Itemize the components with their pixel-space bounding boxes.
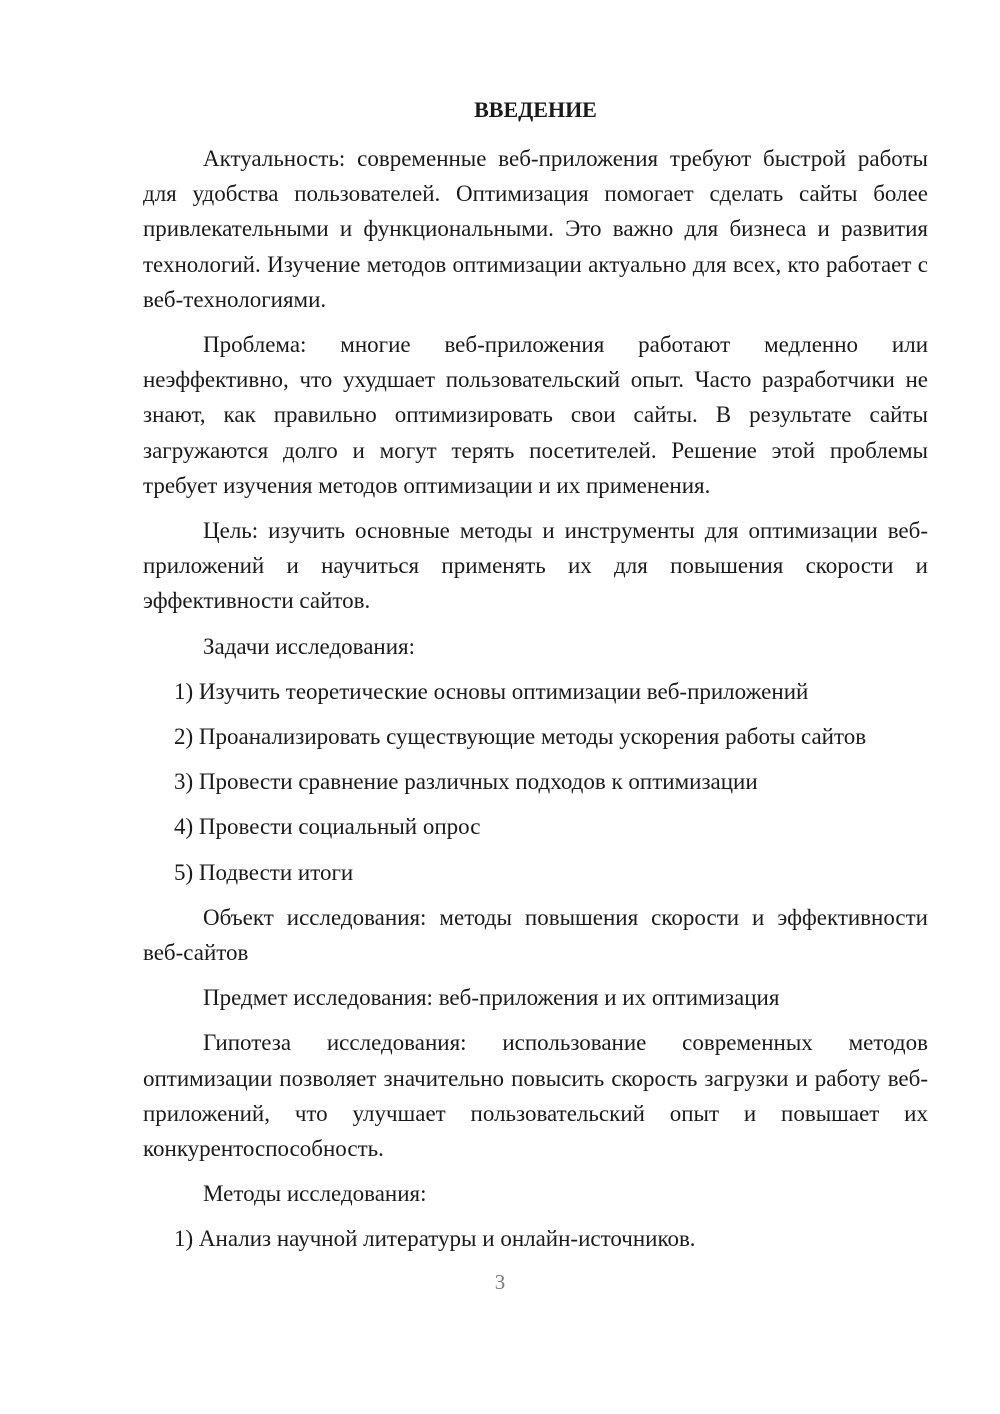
section-title: ВВЕДЕНИЕ bbox=[474, 97, 597, 122]
page-number: 3 bbox=[494, 1270, 506, 1294]
methods-heading: Методы исследования: bbox=[203, 1181, 427, 1207]
task-item: 3) Провести сравнение различных подходов к оптимизации bbox=[174, 769, 758, 795]
task-item: 2) Проанализировать существующие методы ускорения работы сайтов bbox=[174, 724, 867, 750]
hypothesis-paragraph: Гипотеза исследования: использование современных методов оптимизации позволяет значительно повысить скорость загрузки и работу веб-приложений, что улучшает пользовательский опыт и повышает их конкурентоспособность. bbox=[143, 1030, 928, 1162]
document-page bbox=[143, 92, 928, 1267]
task-item: 1) Изучить теоретические основы оптимизации веб-приложений bbox=[174, 678, 809, 704]
goal-paragraph: Цель: изучить основные методы и инструменты для оптимизации веб-приложений и научиться применять их для повышения скорости и эффективности сайтов. bbox=[143, 518, 928, 614]
problem-paragraph: Проблема: многие веб-приложения работают медленно или неэффективно, что ухудшает пользовательский опыт. Часто разработчики не знают, как правильно оптимизировать свои сайты. В результате сайты загружаются долго и могут терять посетителей. Решение этой проблемы требует изучения методов оптимизации и их применения. bbox=[143, 332, 928, 498]
relevance-paragraph: Актуальность: современные веб-приложения требуют быстрой работы для удобства пользователей. Оптимизация помогает сделать сайты более привлекательными и функциональными. Это важно для бизнеса и развития технологий. Изучение методов оптимизации актуально для всех, кто работает с веб-технологиями. bbox=[143, 146, 928, 312]
method-item: 1) Анализ научной литературы и онлайн-источников. bbox=[174, 1226, 696, 1252]
subject-paragraph: Предмет исследования: веб-приложения и их оптимизация bbox=[203, 985, 780, 1011]
object-paragraph: Объект исследования: методы повышения скорости и эффективности веб-сайтов bbox=[143, 904, 928, 966]
tasks-heading: Задачи исследования: bbox=[203, 633, 416, 659]
task-item: 4) Провести социальный опрос bbox=[174, 814, 481, 840]
task-item: 5) Подвести итоги bbox=[174, 859, 354, 885]
